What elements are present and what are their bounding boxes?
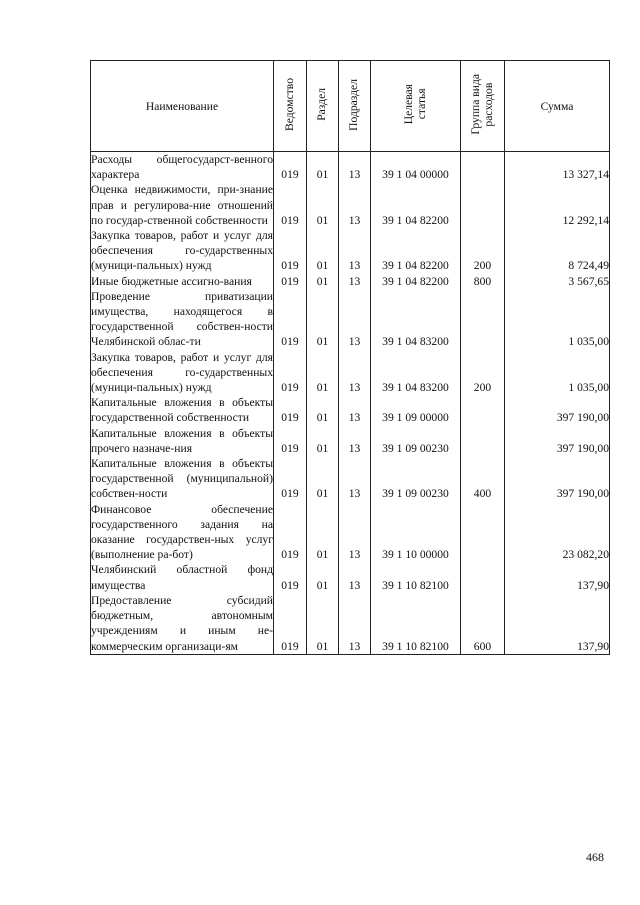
- header-razdel: Раздел: [307, 61, 339, 152]
- cell-cel: 39 1 09 00230: [371, 426, 461, 456]
- cell-name: Финансовое обеспечение государственного задания на оказание государствен-ных услуг (выполнение ра-бот): [91, 502, 273, 562]
- table-row: [91, 152, 610, 183]
- table-row: [91, 350, 610, 396]
- table-row: [91, 395, 610, 425]
- header-gruppa: Группа вида расходов: [461, 61, 505, 152]
- cell-pod: 13: [339, 289, 371, 350]
- cell-ved: 019: [274, 593, 307, 654]
- cell-ved: 019: [274, 289, 307, 350]
- cell-ved: 019: [274, 426, 307, 456]
- cell-raz: 01: [307, 562, 339, 592]
- cell-sum: 397 190,00: [505, 426, 610, 456]
- cell-pod: 13: [339, 152, 371, 183]
- cell-name: Иные бюджетные ассигно-вания: [91, 274, 274, 289]
- cell-grp: 400: [461, 456, 505, 502]
- cell-raz: 01: [307, 426, 339, 456]
- cell-cel: 39 1 04 00000: [371, 152, 461, 183]
- cell-cel: 39 1 09 00230: [371, 456, 461, 502]
- table-row: [91, 182, 610, 228]
- cell-raz: 01: [307, 182, 339, 228]
- cell-pod: 13: [339, 562, 371, 592]
- cell-cel: 39 1 09 00000: [371, 395, 461, 425]
- cell-name: Капитальные вложения в объекты государственной (муниципальной) собствен-ности: [91, 457, 273, 501]
- cell-name: Закупка товаров, работ и услуг для обеспечения го-сударственных (муници-пальных) нужд: [91, 350, 273, 395]
- cell-ved: 019: [274, 562, 307, 592]
- cell-grp: [461, 289, 505, 350]
- cell-name: Проведение приватизации имущества, находящегося в государственной собствен-ности Челябинской облас-ти: [91, 289, 273, 349]
- cell-sum: 137,90: [505, 562, 610, 592]
- cell-pod: 13: [339, 426, 371, 456]
- cell-grp: 600: [461, 593, 505, 654]
- cell-pod: 13: [339, 274, 371, 289]
- cell-cel: 39 1 10 82100: [371, 562, 461, 592]
- table-row: [91, 502, 610, 563]
- cell-cel: 39 1 04 82200: [371, 274, 461, 289]
- cell-name: Капитальные вложения в объекты прочего назначе-ния: [91, 426, 273, 455]
- table-row: [91, 562, 610, 592]
- cell-pod: 13: [339, 502, 371, 563]
- cell-pod: 13: [339, 456, 371, 502]
- cell-cel: 39 1 04 82200: [371, 228, 461, 274]
- table-row: [91, 228, 610, 274]
- cell-name: Капитальные вложения в объекты государственной собственности: [91, 396, 273, 425]
- cell-sum: 397 190,00: [505, 395, 610, 425]
- cell-grp: [461, 502, 505, 563]
- cell-raz: 01: [307, 395, 339, 425]
- cell-raz: 01: [307, 593, 339, 654]
- header-name: Наименование: [91, 61, 274, 152]
- cell-raz: 01: [307, 228, 339, 274]
- header-row: [91, 61, 610, 152]
- cell-grp: [461, 182, 505, 228]
- budget-table: [90, 60, 610, 655]
- cell-sum: 397 190,00: [505, 456, 610, 502]
- cell-cel: 39 1 04 83200: [371, 289, 461, 350]
- cell-raz: 01: [307, 456, 339, 502]
- cell-pod: 13: [339, 350, 371, 396]
- cell-ved: 019: [274, 152, 307, 183]
- cell-ved: 019: [274, 395, 307, 425]
- cell-cel: 39 1 10 82100: [371, 593, 461, 654]
- cell-ved: 019: [274, 274, 307, 289]
- cell-ved: 019: [274, 182, 307, 228]
- cell-ved: 019: [274, 350, 307, 396]
- cell-grp: [461, 426, 505, 456]
- cell-raz: 01: [307, 152, 339, 183]
- cell-cel: 39 1 04 83200: [371, 350, 461, 396]
- cell-name: Расходы общегосударст-венного характера: [91, 153, 273, 182]
- table-row: [91, 456, 610, 502]
- cell-name: Закупка товаров, работ и услуг для обеспечения го-сударственных (муници-пальных) нужд: [91, 229, 273, 273]
- cell-sum: 8 724,49: [505, 228, 610, 274]
- header-podrazdel: Подраздел: [339, 61, 371, 152]
- cell-sum: 23 082,20: [505, 502, 610, 563]
- cell-pod: 13: [339, 228, 371, 274]
- page-number: 468: [586, 850, 604, 864]
- cell-pod: 13: [339, 395, 371, 425]
- cell-sum: 13 327,14: [505, 152, 610, 183]
- cell-grp: 200: [461, 228, 505, 274]
- cell-ved: 019: [274, 456, 307, 502]
- cell-name: Оценка недвижимости, при-знание прав и регулирова-ние отношений по государ-ственной собственности: [91, 183, 273, 227]
- cell-sum: 137,90: [505, 593, 610, 654]
- cell-grp: [461, 562, 505, 592]
- cell-grp: 800: [461, 274, 505, 289]
- table-row: [91, 274, 610, 289]
- cell-cel: 39 1 10 00000: [371, 502, 461, 563]
- cell-raz: 01: [307, 289, 339, 350]
- cell-sum: 3 567,65: [505, 274, 610, 289]
- cell-name: Предоставление субсидий бюджетным, автономным учреждениям и иным не-коммерческим организаци-ям: [91, 593, 273, 653]
- cell-name: Челябинский областной фонд имущества: [91, 563, 273, 592]
- table-row: [91, 593, 610, 654]
- table-row: [91, 289, 610, 350]
- cell-grp: 200: [461, 350, 505, 396]
- table-row: [91, 426, 610, 456]
- cell-grp: [461, 152, 505, 183]
- cell-raz: 01: [307, 502, 339, 563]
- cell-raz: 01: [307, 274, 339, 289]
- cell-pod: 13: [339, 182, 371, 228]
- header-vedomstvo: Ведомство: [274, 61, 307, 152]
- cell-grp: [461, 395, 505, 425]
- cell-cel: 39 1 04 82200: [371, 182, 461, 228]
- header-summa: Сумма: [505, 61, 610, 152]
- cell-ved: 019: [274, 502, 307, 563]
- header-celevaya: Целевая статья: [371, 61, 461, 152]
- cell-ved: 019: [274, 228, 307, 274]
- cell-sum: 1 035,00: [505, 350, 610, 396]
- cell-pod: 13: [339, 593, 371, 654]
- cell-raz: 01: [307, 350, 339, 396]
- cell-sum: 1 035,00: [505, 289, 610, 350]
- cell-sum: 12 292,14: [505, 182, 610, 228]
